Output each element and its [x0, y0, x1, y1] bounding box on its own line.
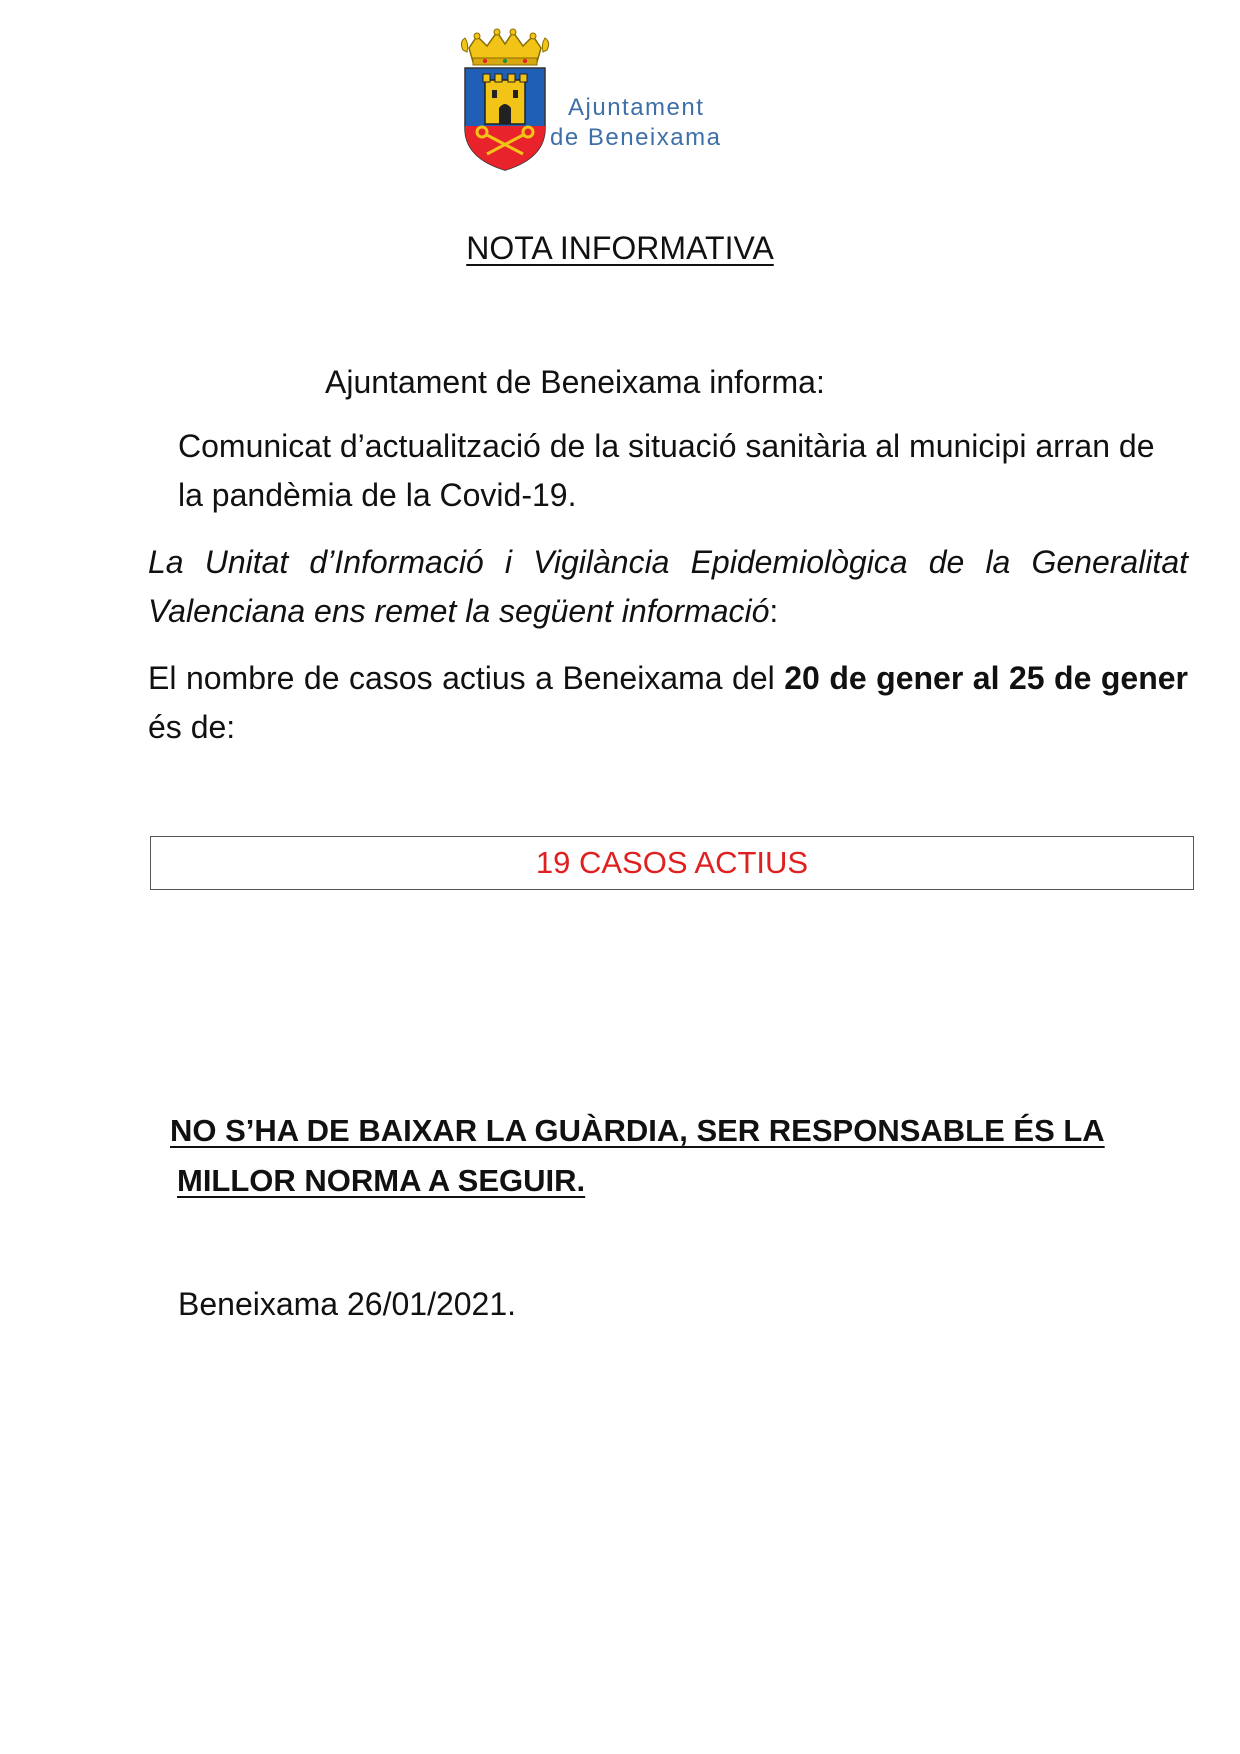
crown-icon	[461, 29, 548, 65]
cases-period: 20 de gener al 25 de gener	[784, 660, 1189, 696]
communique-paragraph: Comunicat d’actualització de la situació sanitària al municipi arran de la pandèmia de la Covid-19.	[178, 428, 1155, 513]
document-title-text: NOTA INFORMATIVA	[466, 230, 774, 266]
tower-icon	[483, 74, 527, 124]
logo-text-line2: de Beneixama	[550, 124, 722, 151]
municipal-logo	[455, 28, 775, 173]
source-text: La Unitat d’Informació i Vigilància Epidemiològica de la Generalitat Valenciana ens remet la següent informació	[148, 544, 1188, 629]
warning-line-1: NO S’HA DE BAIXAR LA GUÀRDIA, SER RESPONSABLE ÉS LA	[170, 1113, 1105, 1148]
cases-prefix: El nombre de casos actius a Beneixama del	[148, 660, 785, 696]
date-line: Beneixama 26/01/2021.	[178, 1286, 517, 1322]
source-paragraph	[148, 538, 1188, 636]
cases-suffix: és de:	[148, 709, 236, 745]
source-colon: :	[769, 593, 779, 629]
active-cases-box	[150, 836, 1194, 890]
document-title	[0, 230, 1240, 267]
logo-text-line1: Ajuntament	[568, 94, 705, 121]
coat-of-arms-icon	[455, 28, 555, 173]
warning-line-2: MILLOR NORMA A SEGUIR.	[177, 1163, 586, 1198]
cases-paragraph	[148, 654, 1188, 752]
active-cases-text: 19 CASOS ACTIUS	[535, 845, 809, 880]
intro-line: Ajuntament de Beneixama informa:	[325, 364, 825, 400]
